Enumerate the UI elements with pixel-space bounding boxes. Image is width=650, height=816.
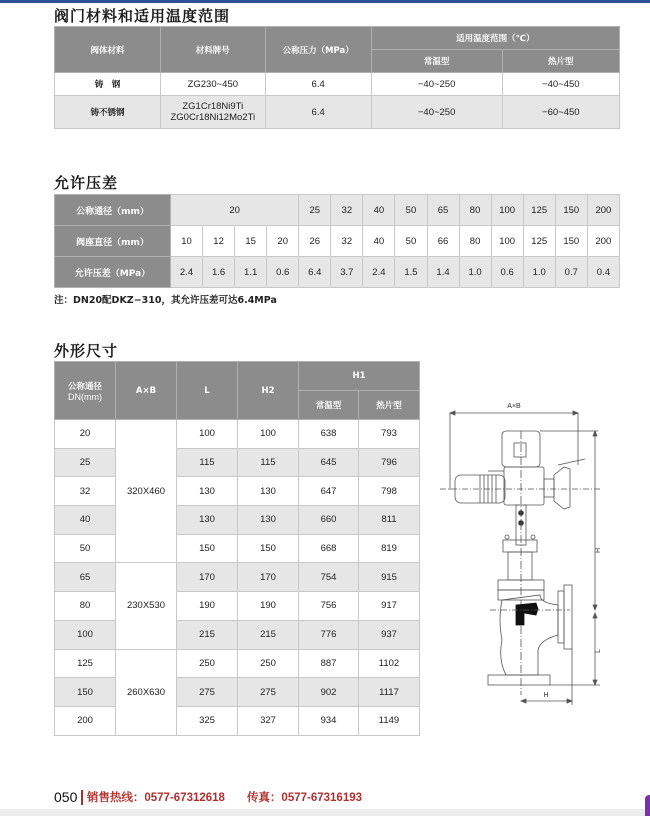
nominal-cell: 125 — [523, 195, 555, 226]
l-label: L — [595, 649, 602, 653]
header-pressure: 公称压力（MPa） — [265, 27, 371, 73]
h1-heat-cell: 819 — [359, 534, 420, 563]
header-heat-type: 热片型 — [502, 50, 619, 73]
h1-normal-cell: 756 — [299, 592, 359, 621]
diff-cell: 2.4 — [171, 257, 203, 288]
material-cell: 铸 钢 — [55, 73, 161, 96]
header-dn — [55, 362, 116, 420]
dn-cell: 125 — [55, 649, 116, 678]
pressure-cell: 6.4 — [265, 73, 371, 96]
grade-cell — [160, 96, 265, 129]
nominal-cell: 150 — [555, 195, 587, 226]
table-row — [55, 477, 420, 506]
dn-cell: 40 — [55, 506, 116, 535]
nominal-cell: 50 — [395, 195, 427, 226]
diff-cell: 3.7 — [331, 257, 363, 288]
dimensions-section-title: 外形尺寸 — [54, 342, 119, 360]
dn-cell: 80 — [55, 592, 116, 621]
sales-hotline: 销售热线：0577-67312618 — [86, 792, 225, 804]
h1-normal-cell: 887 — [299, 649, 359, 678]
l-cell: 100 — [177, 420, 238, 449]
table-row — [55, 420, 420, 449]
header-temp-range: 适用温度范围（℃） — [371, 27, 619, 50]
h2-cell: 100 — [238, 420, 299, 449]
l-cell: 150 — [177, 534, 238, 563]
page-number: 050 — [54, 789, 78, 805]
seat-cell: 100 — [491, 226, 523, 257]
h1-heat-cell: 1117 — [359, 678, 420, 707]
diff-row — [55, 257, 620, 288]
h1-heat-cell: 811 — [359, 506, 420, 535]
diff-cell: 0.4 — [587, 257, 619, 288]
h2-cell: 150 — [238, 534, 299, 563]
dn-cell: 50 — [55, 534, 116, 563]
top-color-bar — [0, 0, 650, 3]
normal-temp-cell: −40~250 — [371, 96, 502, 129]
grade-line-1: ZG1Cr18Ni9Ti — [182, 101, 244, 112]
dn-cell: 65 — [55, 563, 116, 592]
h1-normal-cell: 668 — [299, 534, 359, 563]
h-dimension — [540, 431, 602, 610]
h1-heat-cell: 796 — [359, 448, 420, 477]
table-row — [55, 620, 420, 649]
row-label-diff: 允许压差（MPa） — [55, 257, 171, 288]
header-body-material: 阀体材料 — [55, 27, 161, 73]
axb-cell: 260X630 — [116, 649, 177, 735]
dn-cell: 150 — [55, 678, 116, 707]
diff-cell: 1.0 — [523, 257, 555, 288]
pressure-cell: 6.4 — [265, 96, 371, 129]
material-cell: 铸不锈钢 — [55, 96, 161, 129]
l-cell: 325 — [177, 706, 238, 735]
nominal-cell: 40 — [363, 195, 395, 226]
seat-cell: 12 — [203, 226, 235, 257]
header-h2: H2 — [238, 362, 299, 420]
h1-heat-cell: 937 — [359, 620, 420, 649]
pressure-diff-table — [54, 194, 620, 288]
seat-cell: 26 — [299, 226, 331, 257]
table-row — [55, 506, 420, 535]
pressure-section-title: 允许压差 — [54, 174, 119, 192]
header-h1: H1 — [299, 362, 420, 391]
header-dn-line2: DN(mm) — [68, 391, 102, 402]
corner-tab — [645, 795, 650, 816]
seat-row — [55, 226, 620, 257]
dn-cell: 25 — [55, 448, 116, 477]
seat-cell: 15 — [235, 226, 267, 257]
header-dn-line1: 公称通径 — [67, 381, 102, 392]
table-row — [55, 448, 420, 477]
table-row — [55, 649, 420, 678]
l-cell: 275 — [177, 678, 238, 707]
header-grade: 材料牌号 — [160, 27, 265, 73]
nominal-cell: 32 — [331, 195, 363, 226]
dn-cell: 100 — [55, 620, 116, 649]
seat-cell: 150 — [555, 226, 587, 257]
l-cell: 190 — [177, 592, 238, 621]
header-h1-normal: 常温型 — [299, 391, 359, 420]
h1-heat-cell: 915 — [359, 563, 420, 592]
seat-cell: 66 — [427, 226, 459, 257]
h1-normal-cell: 902 — [299, 678, 359, 707]
h2-cell: 327 — [238, 706, 299, 735]
h2-cell: 130 — [238, 506, 299, 535]
header-axb: A×B — [116, 362, 177, 420]
seat-cell: 10 — [171, 226, 203, 257]
h2-cell: 170 — [238, 563, 299, 592]
diff-cell: 0.6 — [491, 257, 523, 288]
h2-cell: 250 — [238, 649, 299, 678]
materials-section-title: 阀门材料和适用温度范围 — [54, 7, 231, 25]
normal-temp-cell: −40~250 — [371, 73, 502, 96]
h1-normal-cell: 638 — [299, 420, 359, 449]
table-row — [55, 678, 420, 707]
nominal-row — [55, 195, 620, 226]
axb-cell: 230X530 — [116, 563, 177, 649]
grade-line-2: ZG0Cr18Ni12Mo2Ti — [170, 112, 256, 123]
h1-heat-cell: 798 — [359, 477, 420, 506]
l-cell: 115 — [177, 448, 238, 477]
header-h1-heat: 热片型 — [359, 391, 420, 420]
h1-normal-cell: 934 — [299, 706, 359, 735]
h2-cell: 190 — [238, 592, 299, 621]
dn-cell: 32 — [55, 477, 116, 506]
row-label-seat: 阀座直径（mm） — [55, 226, 171, 257]
seat-cell: 40 — [363, 226, 395, 257]
l-cell: 215 — [177, 620, 238, 649]
header-normal-type: 常温型 — [371, 50, 502, 73]
diff-cell: 1.1 — [235, 257, 267, 288]
h1-normal-cell: 754 — [299, 563, 359, 592]
diff-cell: 6.4 — [299, 257, 331, 288]
diff-cell: 1.4 — [427, 257, 459, 288]
bottom-strip — [0, 809, 650, 816]
table-row — [55, 592, 420, 621]
h1-normal-cell: 660 — [299, 506, 359, 535]
diff-cell: 1.6 — [203, 257, 235, 288]
h2-cell: 215 — [238, 620, 299, 649]
h1-heat-cell: 1102 — [359, 649, 420, 678]
footer-divider — [81, 790, 83, 805]
diff-cell: 1.0 — [459, 257, 491, 288]
row-label-nominal: 公称通径（mm） — [55, 195, 171, 226]
valve-body-icon — [488, 535, 572, 685]
h2-cell: 115 — [238, 448, 299, 477]
h1-normal-cell: 645 — [299, 448, 359, 477]
seat-cell: 80 — [459, 226, 491, 257]
h2-cell: 130 — [238, 477, 299, 506]
l-cell: 170 — [177, 563, 238, 592]
nominal-cell: 20 — [171, 195, 299, 226]
nominal-cell: 65 — [427, 195, 459, 226]
grade-cell: ZG230~450 — [160, 73, 265, 96]
l-cell: 130 — [177, 506, 238, 535]
seat-cell: 50 — [395, 226, 427, 257]
actuator-icon — [440, 431, 600, 509]
diff-cell: 0.6 — [267, 257, 299, 288]
table-row — [55, 534, 420, 563]
stem-icon — [516, 431, 526, 695]
h-bottom-label: H — [543, 692, 549, 699]
diff-cell: 1.5 — [395, 257, 427, 288]
l-cell: 250 — [177, 649, 238, 678]
page-footer — [54, 789, 362, 805]
h1-heat-cell: 1149 — [359, 706, 420, 735]
seat-cell: 125 — [523, 226, 555, 257]
table-row — [55, 96, 620, 129]
materials-table — [54, 26, 620, 129]
nominal-cell: 200 — [587, 195, 619, 226]
h1-normal-cell: 776 — [299, 620, 359, 649]
diff-cell: 0.7 — [555, 257, 587, 288]
axb-label: A×B — [507, 403, 521, 410]
table-row — [55, 563, 420, 592]
heat-temp-cell: −60~450 — [502, 96, 619, 129]
pressure-note: 注：DN20配DKZ−310，其允许压差可达6.4MPa — [54, 295, 277, 306]
seat-cell: 32 — [331, 226, 363, 257]
l-cell: 130 — [177, 477, 238, 506]
dimensions-table — [54, 361, 420, 736]
seat-cell: 20 — [267, 226, 299, 257]
table-row — [55, 706, 420, 735]
nominal-cell: 100 — [491, 195, 523, 226]
dn-cell: 20 — [55, 420, 116, 449]
nominal-cell: 25 — [299, 195, 331, 226]
header-l: L — [177, 362, 238, 420]
heat-temp-cell: −40~450 — [502, 73, 619, 96]
h1-heat-cell: 793 — [359, 420, 420, 449]
diff-cell: 2.4 — [363, 257, 395, 288]
table-row — [55, 73, 620, 96]
h1-heat-cell: 917 — [359, 592, 420, 621]
h-label: H — [595, 547, 602, 553]
seat-cell: 200 — [587, 226, 619, 257]
h-bottom-dimension — [521, 649, 572, 705]
axb-cell: 320X460 — [116, 420, 177, 563]
dn-cell: 200 — [55, 706, 116, 735]
h1-normal-cell: 647 — [299, 477, 359, 506]
valve-dimension-drawing — [440, 395, 610, 710]
fax-number: 传真：0577-67316193 — [246, 792, 363, 804]
h2-cell: 275 — [238, 678, 299, 707]
dimensions-body — [55, 420, 420, 736]
nominal-cell: 80 — [459, 195, 491, 226]
